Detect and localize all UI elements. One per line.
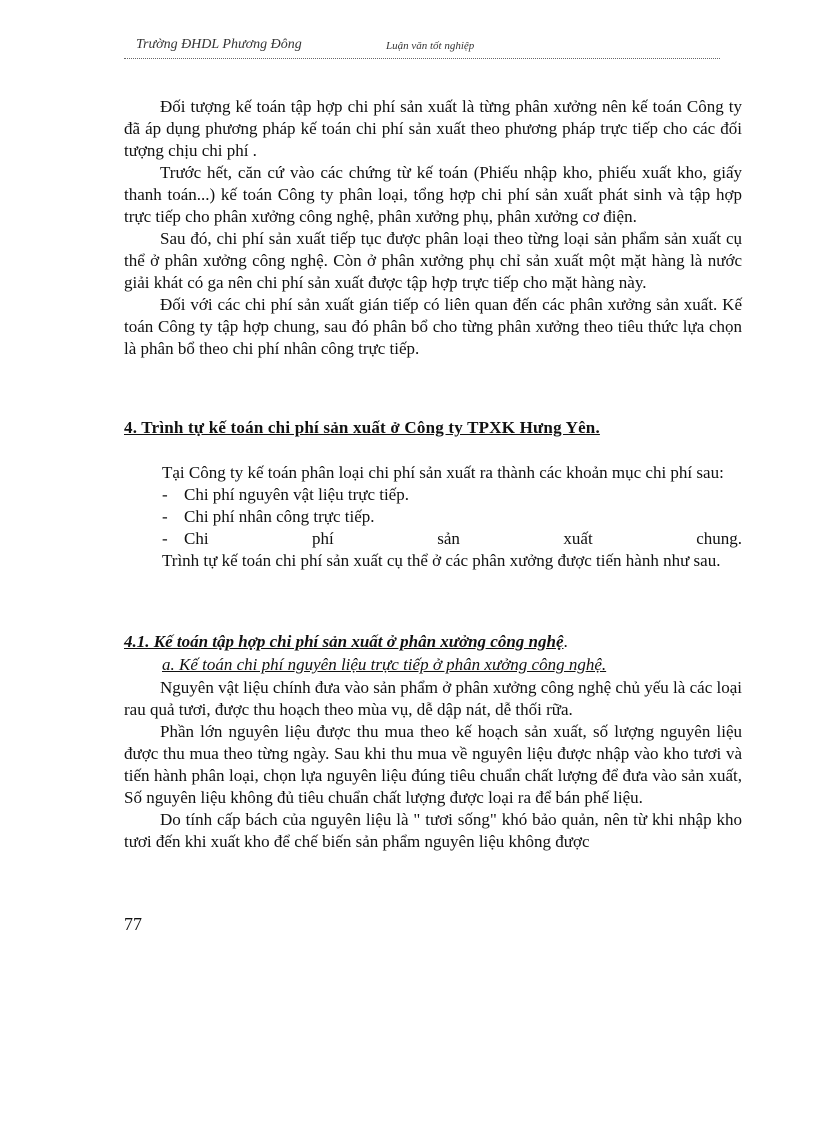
page-number: 77 <box>124 914 142 934</box>
list-dash: - <box>162 529 168 548</box>
paragraph: Đối với các chi phí sản xuất gián tiếp có liên quan đến các phân xưởng sản xuất. Kế toán Công ty tập hợp chung, sau đó phân bổ cho từng phân xưởng theo tiêu thức lựa chọn là phân bổ theo chi phí nhân công trực tiếp. <box>124 295 742 358</box>
subsection-4-1-heading <box>124 632 568 652</box>
word: sản <box>437 529 460 548</box>
list-item-text: Chi phí nhân công trực tiếp. <box>184 507 375 526</box>
list-item <box>162 528 742 550</box>
word: phí <box>312 529 334 548</box>
word: xuất <box>563 529 593 548</box>
subsection-a-heading: a. Kế toán chi phí nguyên liệu trực tiếp ở phân xưởng công nghệ. <box>162 655 607 674</box>
section-4-heading: 4. Trình tự kế toán chi phí sản xuất ở Công ty TPXK Hưng Yên. <box>124 418 600 437</box>
header-school: Trường ĐHDL Phương Đông <box>136 37 302 52</box>
word: chung. <box>696 529 742 548</box>
list-item <box>162 506 742 528</box>
subsection-4-1-period: . <box>563 632 568 651</box>
word: Chi <box>184 529 209 548</box>
list-item-text: Chi phí nguyên vật liệu trực tiếp. <box>184 485 409 504</box>
paragraph: Do tính cấp bách của nguyên liệu là " tươi sống" khó bảo quản, nên từ khi nhập kho tươi đến khi xuất kho để chế biến sản phẩm nguyên liệu không được <box>124 810 742 851</box>
list-dash: - <box>162 485 168 504</box>
page-header <box>124 36 720 59</box>
intro-paragraphs <box>124 96 742 360</box>
paragraph: Nguyên vật liệu chính đưa vào sản phẩm ở phân xưởng công nghệ chủ yếu là các loại rau quả tươi, được thu hoạch theo mùa vụ, dễ dập nát, dễ thối rữa. <box>124 678 742 719</box>
section-4-intro: Tại Công ty kế toán phân loại chi phí sản xuất ra thành các khoản mục chi phí sau: <box>162 463 724 482</box>
section-4-outro: Trình tự kế toán chi phí sản xuất cụ thể ở các phân xưởng được tiến hành như sau. <box>162 551 721 570</box>
subsection-4-1-title: 4.1. Kế toán tập hợp chi phí sản xuất ở phân xưởng công nghệ <box>124 632 564 651</box>
list-dash: - <box>162 507 168 526</box>
list-item-text <box>184 528 742 550</box>
paragraph: Sau đó, chi phí sản xuất tiếp tục được phân loại theo từng loại sản phẩm sản xuất cụ thể ở phân xưởng công nghệ. Còn ở phân xưởng phụ chỉ sản xuất một mặt hàng là nước giải khát có ga nên chi phí sản xuất được tập hợp trực tiếp cho mặt hàng này. <box>124 229 742 292</box>
cost-items-block <box>162 462 742 572</box>
list-item <box>162 484 742 506</box>
material-paragraphs <box>124 677 742 853</box>
paragraph: Phần lớn nguyên liệu được thu mua theo kế hoạch sản xuất, số lượng nguyên liệu được thu mua theo từng ngày. Sau khi thu mua về nguyên liệu được nhập vào kho tươi và tiến hành phân loại, chọn lựa nguyên liệu đúng tiêu chuẩn chất lượng để đưa vào sản xuất, Số nguyên liệu không đủ tiêu chuẩn chất lượng được loại ra để bán phế liệu. <box>124 722 742 807</box>
header-doc-type: Luận văn tốt nghiệp <box>386 40 475 52</box>
paragraph: Trước hết, căn cứ vào các chứng từ kế toán (Phiếu nhập kho, phiếu xuất kho, giấy thanh toán...) kế toán Công ty phân loại, tổng hợp chi phí sản xuất phát sinh và tập hợp trực tiếp cho phân xưởng công nghệ, phân xưởng phụ, phân xưởng cơ điện. <box>124 163 742 226</box>
paragraph: Đối tượng kế toán tập hợp chi phí sản xuất là từng phân xưởng nên kế toán Công ty đã áp dụng phương pháp kế toán chi phí sản xuất theo phương pháp trực tiếp cho các đối tượng chịu chi phí . <box>124 97 742 160</box>
